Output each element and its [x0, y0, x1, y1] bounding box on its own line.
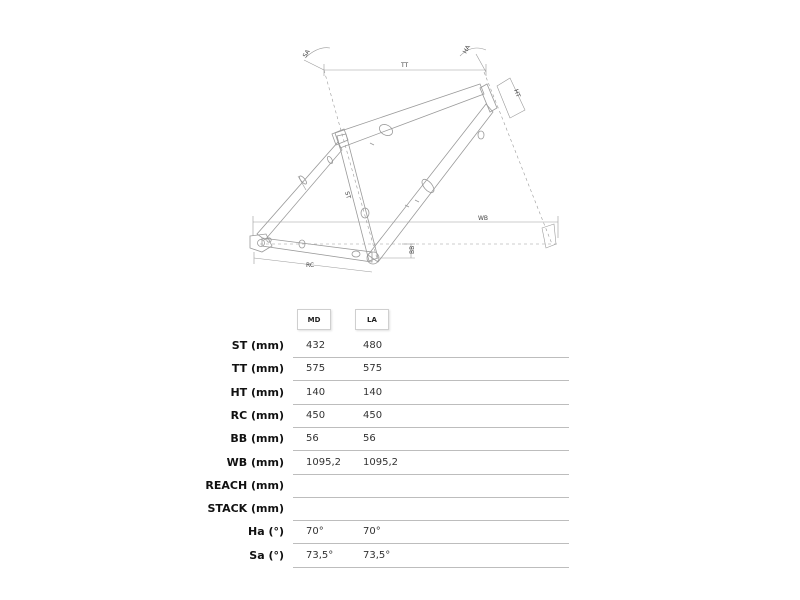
value-la: 450	[363, 409, 383, 421]
value-md: 73,5°	[306, 549, 334, 561]
size-header-la: LA	[355, 309, 389, 330]
ht-dimension	[497, 78, 525, 118]
value-md: 432	[306, 340, 326, 351]
bb-label: BB	[409, 245, 416, 254]
head-axis-line	[484, 72, 552, 244]
table-row	[0, 358, 800, 381]
ha-label: HA	[461, 44, 473, 55]
tt-label: TT	[401, 62, 409, 69]
value-md: 450	[306, 409, 326, 421]
ht-label: HT	[512, 88, 522, 99]
value-md: 1095,2	[306, 456, 341, 468]
row-label: TT (mm)	[231, 362, 284, 376]
top-tube	[335, 84, 484, 148]
st-label: ST	[343, 190, 352, 200]
sa-label: SA	[301, 48, 312, 59]
table-row	[0, 382, 800, 405]
value-la: 140	[363, 386, 383, 398]
row-label: WB (mm)	[226, 455, 284, 469]
row-label: REACH (mm)	[205, 478, 284, 492]
row-label: ST (mm)	[231, 339, 284, 352]
row-label: Ha (°)	[247, 525, 284, 539]
row-label: RC (mm)	[230, 408, 284, 422]
table-row	[0, 428, 800, 451]
value-la: 70°	[363, 526, 381, 538]
rc-label: RC	[306, 262, 315, 269]
table-row	[0, 475, 800, 498]
table-row	[0, 452, 800, 475]
value-md: 575	[306, 363, 326, 375]
table-row	[0, 545, 800, 568]
value-la: 575	[363, 363, 383, 375]
size-header-md: MD	[297, 309, 331, 330]
row-divider	[293, 567, 569, 568]
value-la: 480	[363, 340, 383, 351]
value-md: 56	[306, 433, 319, 445]
value-md: 70°	[306, 526, 324, 538]
table-row	[0, 335, 800, 358]
row-label: Sa (°)	[249, 548, 284, 562]
value-la: 73,5°	[363, 549, 391, 561]
value-la: 1095,2	[363, 456, 398, 468]
chain-stay	[262, 238, 372, 262]
table-row	[0, 498, 800, 521]
rear-axle	[258, 240, 265, 247]
value-md: 140	[306, 386, 326, 398]
value-la: 56	[363, 433, 376, 445]
table-row	[0, 521, 800, 544]
st-axis-line	[324, 70, 378, 262]
table-row	[0, 405, 800, 428]
seat-tube	[337, 134, 378, 261]
row-label: HT (mm)	[230, 385, 284, 399]
row-label: STACK (mm)	[207, 502, 284, 516]
row-label: BB (mm)	[230, 432, 284, 446]
wb-label: WB	[478, 215, 489, 222]
